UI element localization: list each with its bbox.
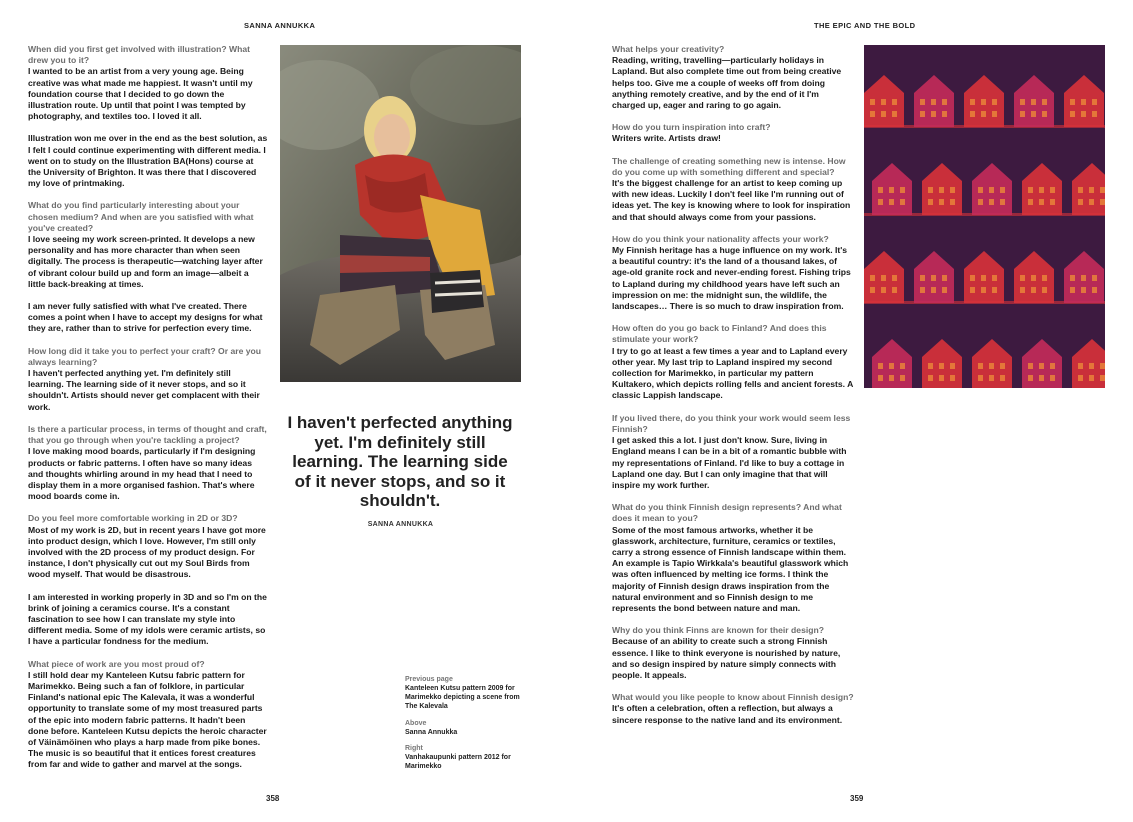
running-header-right: THE EPIC AND THE BOLD (814, 21, 916, 30)
interview-question: How do you turn inspiration into craft? (612, 122, 771, 133)
interview-question: What helps your creativity? (612, 44, 725, 54)
caption-title-right: Right (405, 745, 423, 753)
interview-answer: It's the biggest challenge for an artist to keep coming up with new ideas. Luckily I don't feel like I'm running out of ideas yet. The key is knowing where to look for inspiration and that should always come from your passions. (612, 178, 851, 222)
interview-question: Is there a particular process, in terms of thought and craft, that you go through when you're tackling a project? (28, 423, 267, 446)
portrait-illustration (280, 45, 521, 382)
interview-question: What do you think Finnish design represents? And what does it mean to you? (612, 502, 842, 524)
interview-answer: I am never fully satisfied with what I've created. There comes a point when I have to accept my designs for what they are, rather than to strive for perfection every time. (28, 301, 263, 334)
vanhakaupunki-pattern-image (864, 45, 1105, 388)
interview-answer: My Finnish heritage has a huge influence on my work. It's a beautiful country: it's the land of a thousand lakes, of age-old granite rock and never-ending forest. Fishing trips to Lapland during my childhood years have left such an impression on me: the midnight sun, the wildlife, the landscapes… There is so much to draw inspiration from. (612, 245, 851, 312)
interview-answer: I haven't perfected anything yet. I'm definitely still learning. The learning side of it never stops, and so it shouldn't. Artists should never get complacent with their work. (28, 368, 260, 412)
interview-answer: I try to go at least a few times a year and to Lapland every other year. My last trip to Lapland inspired my second collection for Marimekko, in particular my pattern Kultakero, which depicts rolling fells and ancient forests. A classic Lappish landscape. (612, 345, 853, 401)
page-number-left: 358 (266, 794, 280, 803)
right-interview-column (612, 44, 854, 737)
interview-answer: Most of my work is 2D, but in recent years I have got more into product design, which I love. However, I'm still only involved with the 2D process of my product design. For instance, I don't physically cut out my Soul Birds from wood myself. That would be disastrous. (28, 524, 266, 580)
interview-question: Do you feel more comfortable working in 2D or 3D? (28, 513, 238, 524)
caption-title-above: Above (405, 719, 427, 727)
caption-title-previous: Previous page (405, 676, 453, 683)
pull-quote-attribution: SANNA ANNUKKA (367, 521, 434, 528)
interview-question: When did you first get involved with illustration? What drew you to it? (28, 44, 251, 66)
left-interview-column (28, 44, 268, 782)
interview-answer: Writers write. Artists draw! (612, 133, 721, 144)
interview-question: What piece of work are you most proud of? (28, 658, 205, 669)
page-number-right: 359 (850, 794, 864, 803)
interview-answer: I get asked this a lot. I just don't know. Sure, living in England means I can be in a bit of a romantic bubble with my representations of Finland. I'd like to buy a cottage in Lapland one day. But I can only imagine that that will inspire my work further. (612, 435, 847, 490)
interview-question: The challenge of creating something new is intense. How do you come up with something different and special? (612, 155, 846, 177)
interview-question: How long did it take you to perfect your craft? Or are you always learning? (28, 345, 262, 367)
interview-answer: Illustration won me over in the end as the best solution, as I felt I could continue experimenting with different media. I went on to study on the Illustration BA(Hons) course at the University of Brighton. It was there that I discovered my love of printmaking. (28, 133, 268, 189)
interview-answer: Reading, writing, travelling—particularly holidays in Lapland. But also complete time out from being creative helps too. Give me a couple of weeks off from doing anything remotely creative, and by the end of it I'm charged up, eager and raring to go again. (612, 55, 842, 111)
interview-answer: It's often a celebration, often a reflection, but always a sincere response to the native land and its environment. (612, 703, 843, 725)
interview-answer: I love making mood boards, particularly if I'm designing products or fabric patterns. I often have so many ideas and thoughts whirling around in my head that I need to display them in a more organised fashion. That's where mood boards come in. (28, 446, 256, 502)
caption-desc-right: Vanhakaupunki pattern 2012 for Marimekko (405, 754, 511, 771)
interview-question: How do you think your nationality affects your work? (612, 233, 829, 244)
interview-answer: Some of the most famous artworks, whether it be glasswork, architecture, furniture, ceramics or textiles, carry a strong essence of Finnish landscape within them. An example is Tapio Wirkkala's beautiful glasswork which was often influenced by melting ice forms. I think the majority of Finnish design draws inspiration from the natural environment and so Finnish design to me represents the bond between nature and man. (612, 524, 849, 613)
caption-desc-above: Sanna Annukka (405, 728, 458, 736)
running-header-left: SANNA ANNUKKA (244, 21, 316, 30)
interview-question: How often do you go back to Finland? And does this stimulate your work? (612, 323, 827, 345)
pull-quote: I haven't perfected anything yet. I'm definitely still learning. The learning side of it never stops, and so it shouldn't. (287, 413, 513, 510)
portrait-photo (280, 45, 521, 382)
interview-answer: I still hold dear my Kanteleen Kutsu fabric pattern for Marimekko. Being such a fan of folklore, in particular Finland's national epic The Kalevala, it was a wonderful opportunity to translate some of my most treasured parts of the epic into modern fabric patterns. It hadn't been done before. Kanteleen Kutsu depicts the heroic character of Väinämöinen who plays a harp made from pike bones. The music is so beautiful that it entices forest creatures from far and wide to gather and marvel at the songs. (28, 669, 267, 770)
interview-question: What do you find particularly interesting about your chosen medium? And when are you satisfied with what you've created? (28, 200, 254, 233)
caption-desc-previous: Kanteleen Kutsu pattern 2009 for Marimekko depicting a scene from The Kalevala (405, 684, 520, 710)
interview-answer: Because of an ability to create such a strong Finnish essence. I like to think everyone is nourished by nature, and so design inspired by nature simply connects with people. It appeals. (612, 636, 841, 680)
interview-answer: I love seeing my work screen-printed. It develops a new personality and has more character than when seen digitally. The process is therapeutic—watching layer after of vibrant colour build up and form an image—albeit a little back-breaking at times. (28, 234, 263, 289)
image-captions (405, 676, 525, 780)
house-pattern-illustration (864, 45, 1105, 388)
interview-answer: I am interested in working properly in 3D and so I'm on the brink of joining a ceramics course. It's a constant fascination to see how I can translate my style into different media. Some of my idols were ceramic artists, so I have a particular fondness for the medium. (28, 591, 267, 647)
interview-question: If you lived there, do you think your work would seem less Finnish? (612, 412, 851, 434)
interview-question: What would you like people to know about Finnish design? (612, 692, 854, 703)
interview-answer: I wanted to be an artist from a very young age. Being creative was what made me happiest. It wasn't until my foundation course that I decided to go down the illustration route. Up until that point I was tempted by photography, and textiles too. I loved it all. (28, 66, 253, 122)
interview-question: Why do you think Finns are known for their design? (612, 625, 824, 636)
